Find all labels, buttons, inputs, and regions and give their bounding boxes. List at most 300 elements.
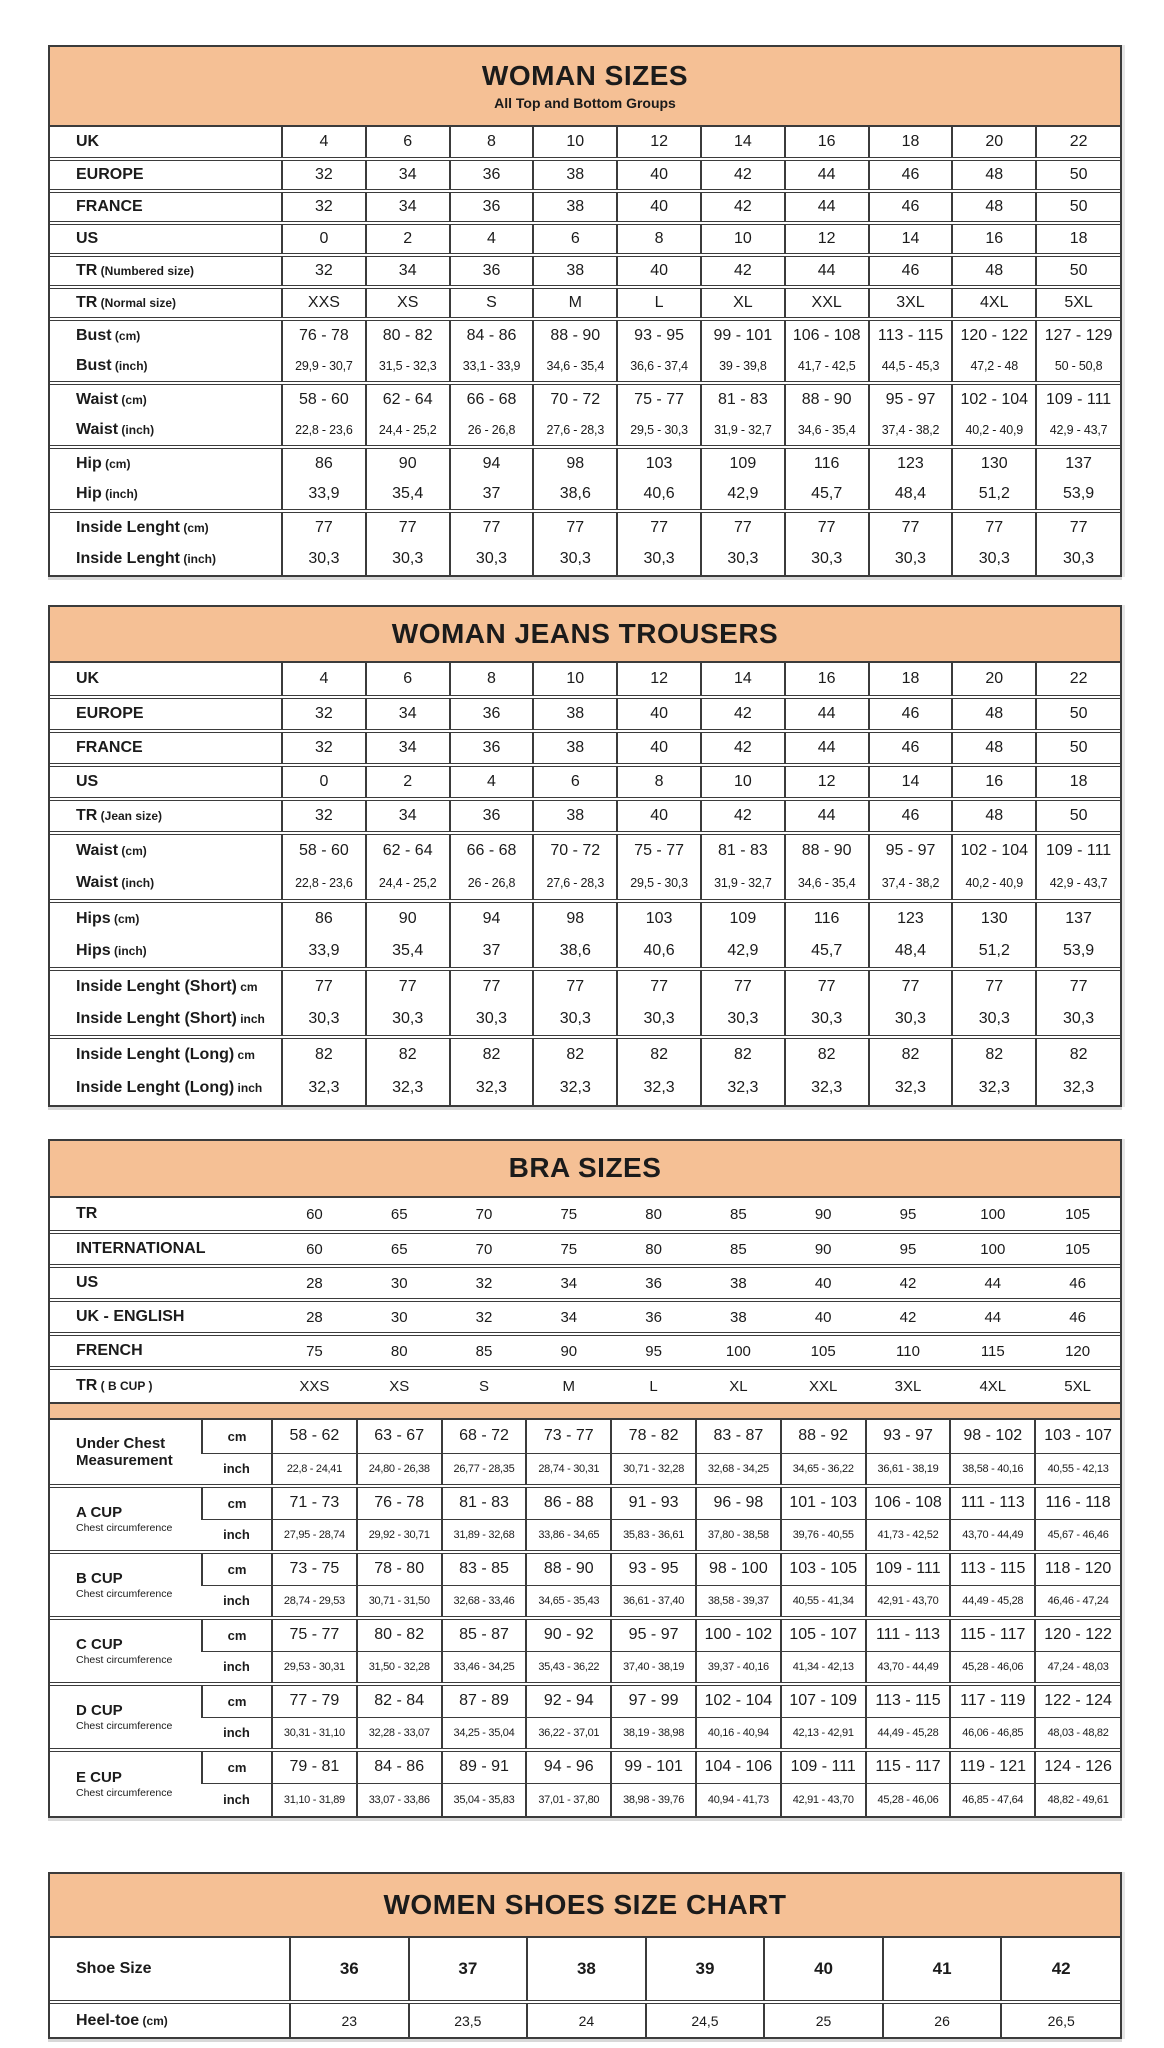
row-label: FRANCE — [50, 731, 282, 765]
cell-value: 48 — [952, 697, 1036, 731]
cell-value: 91 - 93 — [611, 1486, 696, 1519]
cell-value: 46 — [869, 159, 953, 191]
cell-value: 65 — [390, 1205, 408, 1223]
cell-value: 37 — [450, 479, 534, 511]
bra-header — [50, 1141, 1120, 1198]
row-label: Waist (inch) — [76, 421, 155, 438]
table-row — [50, 543, 1120, 575]
cell-value: 46 — [869, 255, 953, 287]
cell-value: 81 - 83 — [701, 383, 785, 415]
cell-value: 100 — [696, 1334, 781, 1368]
cell-value: 3XL — [869, 287, 953, 319]
table-row — [50, 1486, 1120, 1519]
cell-value: 36,61 - 38,19 — [866, 1453, 951, 1486]
cell-value: 30,71 - 32,28 — [611, 1453, 696, 1486]
table-row — [50, 191, 1120, 223]
cell-value: 30,3 — [701, 543, 785, 575]
row-label: UK — [76, 133, 100, 150]
cell-value: 41,34 - 42,13 — [781, 1651, 866, 1684]
cell-value: 30,31 - 31,10 — [272, 1717, 357, 1750]
cell-value: 77 — [450, 511, 534, 543]
table-row — [50, 1003, 1120, 1037]
cell-value: 130 — [952, 447, 1036, 479]
cell-value: 31,89 - 32,68 — [442, 1519, 527, 1552]
cell-value: 36 — [611, 1266, 696, 1300]
cell-value: 109 - 111 — [1036, 383, 1120, 415]
row-label: TR (Jean size) — [50, 799, 282, 833]
cell-value: 30,3 — [282, 543, 366, 575]
cell-value: 119 - 121 — [950, 1750, 1035, 1783]
cell-value: 73 - 77 — [526, 1420, 611, 1453]
row-label: Under Chest Measurement — [76, 1434, 173, 1469]
cell-value: 18 — [869, 127, 953, 159]
cell-value: 48 — [952, 799, 1036, 833]
cell-value: 95 — [899, 1205, 917, 1223]
cell-value: 97 - 99 — [611, 1684, 696, 1717]
cell-value: 77 — [785, 969, 869, 1003]
table-row — [50, 2002, 1120, 2037]
cell-value: 33,9 — [282, 479, 366, 511]
table-body-woman_sizes — [50, 127, 1120, 575]
cell-value: 44 — [785, 697, 869, 731]
row-label: Heel-toe (cm) — [50, 2002, 290, 2037]
table-row — [50, 935, 1120, 969]
cell-value: 86 — [282, 447, 366, 479]
cell-value: 77 — [282, 511, 366, 543]
cell-value: 4 — [282, 127, 366, 159]
row-label: EUROPE — [50, 159, 282, 191]
cell-value: 104 - 106 — [696, 1750, 781, 1783]
cell-value: 40,55 - 42,13 — [1035, 1453, 1120, 1486]
cell-value: 44,49 - 45,28 — [950, 1585, 1035, 1618]
cell-value: 80 — [357, 1334, 442, 1368]
bra-title: BRA SIZES — [508, 1152, 662, 1184]
table-row — [50, 1717, 1120, 1750]
cell-value: 123 — [869, 447, 953, 479]
cell-value: 46 — [1035, 1300, 1120, 1334]
cell-value: 77 — [701, 969, 785, 1003]
cell-value: 80 — [645, 1205, 662, 1223]
cell-value: 23,5 — [409, 2002, 528, 2037]
cell-value: 40 — [617, 697, 701, 731]
cell-value: 82 — [952, 1037, 1036, 1071]
cell-value: 36 — [450, 255, 534, 287]
cell-value: 44 — [950, 1266, 1035, 1300]
cell-value: 82 — [366, 1037, 450, 1071]
cell-value: 4 — [450, 223, 534, 255]
jeans-title: WOMAN JEANS TROUSERS — [391, 617, 779, 649]
cell-value: 127 - 129 — [1036, 319, 1120, 351]
cell-value: 77 - 79 — [272, 1684, 357, 1717]
cell-value: 29,53 - 30,31 — [272, 1651, 357, 1684]
cell-value: 70 — [475, 1205, 493, 1223]
cell-value: 42 — [701, 731, 785, 765]
cell-value: L — [611, 1368, 696, 1402]
cell-value: 42,91 - 43,70 — [781, 1783, 866, 1816]
cell-value: 30,3 — [785, 543, 869, 575]
cell-value: 48 — [952, 255, 1036, 287]
cell-value: 30,3 — [952, 543, 1036, 575]
cell-value: 33,46 - 34,25 — [442, 1651, 527, 1684]
shoes-header — [50, 1874, 1120, 1938]
cell-value: 33,1 - 33,9 — [450, 351, 534, 383]
cell-value: 76 - 78 — [357, 1486, 442, 1519]
row-label: TR — [76, 1205, 98, 1222]
cell-value: 105 — [1035, 1232, 1120, 1266]
cell-value: 45,7 — [785, 479, 869, 511]
unit-label: inch — [202, 1453, 272, 1486]
cell-value: 77 — [617, 511, 701, 543]
cell-value: 32,3 — [533, 1071, 617, 1105]
cell-value: 47,2 - 48 — [952, 351, 1036, 383]
cell-value: 90 — [526, 1334, 611, 1368]
row-label: Inside Lenght (inch) — [76, 550, 216, 567]
cell-value: 30,3 — [450, 1003, 534, 1037]
cell-value: 29,92 - 30,71 — [357, 1519, 442, 1552]
cell-value: 85 — [696, 1232, 781, 1266]
cell-value: 77 — [785, 511, 869, 543]
table-row — [50, 255, 1120, 287]
cell-value: 77 — [952, 969, 1036, 1003]
bra-divider-strip — [50, 1402, 1120, 1420]
cell-value: 32,3 — [450, 1071, 534, 1105]
cell-value: 130 — [952, 901, 1036, 935]
cell-value: 58 - 60 — [282, 833, 366, 867]
cell-value: 10 — [701, 223, 785, 255]
row-label: EUROPE — [50, 697, 282, 731]
woman-sizes-header — [50, 47, 1120, 127]
cell-value: 87 - 89 — [442, 1684, 527, 1717]
cell-value: 76 - 78 — [282, 319, 366, 351]
cell-value: 18 — [869, 663, 953, 697]
cell-value: 94 — [450, 901, 534, 935]
table-row — [50, 1938, 1120, 2002]
cell-value: 41,73 - 42,52 — [866, 1519, 951, 1552]
table-row — [50, 511, 1120, 543]
cell-value: L — [617, 287, 701, 319]
table-row — [50, 1232, 1120, 1266]
cell-value: 35,4 — [366, 479, 450, 511]
cell-value: 23 — [290, 2002, 409, 2037]
row-label: Inside Lenght (Long) cm — [50, 1037, 282, 1071]
cell-value: 99 - 101 — [701, 319, 785, 351]
cell-value: 43,70 - 44,49 — [950, 1519, 1035, 1552]
cell-value: 6 — [533, 223, 617, 255]
cell-value: 77 — [282, 969, 366, 1003]
cell-value: 47,24 - 48,03 — [1035, 1651, 1120, 1684]
cell-value: 26,77 - 28,35 — [442, 1453, 527, 1486]
cell-value: 31,50 - 32,28 — [357, 1651, 442, 1684]
cell-value: 34 — [526, 1266, 611, 1300]
cell-value: 6 — [366, 663, 450, 697]
cell-value: 98 — [533, 447, 617, 479]
cell-value: 36 — [450, 159, 534, 191]
row-label: TR (Numbered size) — [50, 255, 282, 287]
row-label: Hips (inch) — [76, 942, 147, 959]
cell-value: 36 — [450, 731, 534, 765]
cell-value: 103 - 105 — [781, 1552, 866, 1585]
table-row — [50, 731, 1120, 765]
cell-value: 30,3 — [869, 1003, 953, 1037]
cell-value: 2 — [366, 765, 450, 799]
cell-value: 115 — [950, 1334, 1035, 1368]
cell-value: 120 - 122 — [952, 319, 1036, 351]
cell-value: 102 - 104 — [952, 383, 1036, 415]
cell-value: 93 - 97 — [866, 1420, 951, 1453]
cell-value: XL — [696, 1368, 781, 1402]
cell-value: 77 — [1036, 511, 1120, 543]
row-label: Waist (cm) — [50, 383, 282, 415]
row-label: Waist (cm) — [50, 833, 282, 867]
cell-value: 4XL — [950, 1368, 1035, 1402]
cell-value: 32,3 — [617, 1071, 701, 1105]
cell-value: 12 — [617, 127, 701, 159]
table-row — [50, 663, 1120, 697]
cell-value: 86 — [282, 901, 366, 935]
cell-value: 93 - 95 — [611, 1552, 696, 1585]
row-label: Bust (cm) — [50, 319, 282, 351]
cell-value: 30,3 — [1036, 1003, 1120, 1037]
cell-value: 40 — [781, 1300, 866, 1334]
cell-value: 34,65 - 36,22 — [781, 1453, 866, 1486]
cell-value: 40,2 - 40,9 — [952, 415, 1036, 447]
table-row — [50, 697, 1120, 731]
unit-label: inch — [202, 1519, 272, 1552]
table-row — [50, 351, 1120, 383]
cell-value: 82 — [869, 1037, 953, 1071]
cell-value: 77 — [617, 969, 701, 1003]
cell-value: 58 - 62 — [272, 1420, 357, 1453]
cell-value: 89 - 91 — [442, 1750, 527, 1783]
cell-value: 96 - 98 — [696, 1486, 781, 1519]
cell-value: 45,7 — [785, 935, 869, 969]
cell-value: 5XL — [1035, 1368, 1120, 1402]
cell-value: 38,19 - 38,98 — [611, 1717, 696, 1750]
shoes-title: WOMEN SHOES SIZE CHART — [383, 1888, 787, 1920]
cell-value: 42 — [701, 255, 785, 287]
cell-value: 32 — [282, 697, 366, 731]
cell-value: 90 — [366, 901, 450, 935]
cell-value: 30,3 — [952, 1003, 1036, 1037]
cell-value: 32,3 — [785, 1071, 869, 1105]
cell-value: 34 — [366, 191, 450, 223]
cell-value: 105 — [1065, 1205, 1091, 1223]
cell-value: 75 - 77 — [617, 833, 701, 867]
cell-value: 31,10 - 31,89 — [272, 1783, 357, 1816]
row-label: A CUP Chest circumference — [50, 1486, 202, 1552]
cell-value: 90 — [781, 1232, 866, 1266]
cell-value: 109 — [701, 901, 785, 935]
cell-value: M — [526, 1368, 611, 1402]
cell-value: 105 - 107 — [781, 1618, 866, 1651]
cell-value: 34 — [366, 799, 450, 833]
cell-value: 38 — [527, 1938, 646, 2002]
cell-value: 31,9 - 32,7 — [701, 415, 785, 447]
cell-value: 34 — [366, 255, 450, 287]
table-row — [50, 1368, 1120, 1402]
cell-value: 99 - 101 — [611, 1750, 696, 1783]
cell-value: 35,4 — [366, 935, 450, 969]
cell-value: 77 — [1036, 969, 1120, 1003]
cell-value: 42 — [866, 1300, 951, 1334]
cell-value: 34 — [366, 159, 450, 191]
jeans-header — [50, 607, 1120, 663]
cell-value: 70 — [442, 1232, 527, 1266]
row-label: US — [50, 765, 282, 799]
bra-table — [48, 1139, 1122, 1818]
cell-value: 44 — [785, 159, 869, 191]
table-row — [50, 479, 1120, 511]
cell-value: 35,83 - 36,61 — [611, 1519, 696, 1552]
table-row — [50, 1618, 1120, 1651]
cell-value: 95 — [611, 1334, 696, 1368]
cell-value: 36,6 - 37,4 — [617, 351, 701, 383]
row-label: UK — [76, 670, 100, 687]
row-label: B CUP Chest circumference — [50, 1552, 202, 1618]
cell-value: 100 — [980, 1205, 1006, 1223]
cell-value: 29,5 - 30,3 — [617, 415, 701, 447]
cell-value: 40 — [617, 799, 701, 833]
cell-value: 31,9 - 32,7 — [701, 867, 785, 901]
cell-value: 16 — [785, 127, 869, 159]
cell-value: 70 - 72 — [533, 383, 617, 415]
cell-value: 28,74 - 29,53 — [272, 1585, 357, 1618]
cell-value: 101 - 103 — [781, 1486, 866, 1519]
cell-value: 14 — [869, 765, 953, 799]
cell-value: 4XL — [952, 287, 1036, 319]
cell-value: 39 - 39,8 — [701, 351, 785, 383]
cell-value: 66 - 68 — [450, 383, 534, 415]
cell-value: 116 — [785, 447, 869, 479]
cell-value: 40,16 - 40,94 — [696, 1717, 781, 1750]
cell-value: 37,4 - 38,2 — [869, 415, 953, 447]
cell-value: 37,01 - 37,80 — [526, 1783, 611, 1816]
table-row — [50, 319, 1120, 351]
cell-value: 40 — [617, 731, 701, 765]
cell-value: 45,28 - 46,06 — [950, 1651, 1035, 1684]
cell-value: 24,4 - 25,2 — [366, 415, 450, 447]
cell-value: 50 - 50,8 — [1036, 351, 1120, 383]
cell-value: 81 - 83 — [701, 833, 785, 867]
cell-value: 34,25 - 35,04 — [442, 1717, 527, 1750]
cell-value: 42 — [1001, 1938, 1120, 2002]
cell-value: 102 - 104 — [696, 1684, 781, 1717]
cell-value: 45,67 - 46,46 — [1035, 1519, 1120, 1552]
cell-value: 32 — [282, 255, 366, 287]
cell-value: 66 - 68 — [450, 833, 534, 867]
cell-value: 44 — [785, 731, 869, 765]
cell-value: 31,5 - 32,3 — [366, 351, 450, 383]
cell-value: 32,3 — [869, 1071, 953, 1105]
table-row — [50, 1453, 1120, 1486]
cell-value: 8 — [450, 127, 534, 159]
cell-value: 6 — [533, 765, 617, 799]
cell-value: 32 — [282, 191, 366, 223]
cell-value: 82 — [701, 1037, 785, 1071]
cell-value: 77 — [701, 511, 785, 543]
table-body-shoes — [50, 1938, 1120, 2037]
cell-value: 88 - 90 — [785, 383, 869, 415]
cell-value: 70 - 72 — [533, 833, 617, 867]
table-row — [50, 1420, 1120, 1453]
table-row — [50, 383, 1120, 415]
cell-value: 35,43 - 36,22 — [526, 1651, 611, 1684]
cell-value: 105 — [781, 1334, 866, 1368]
cell-value: 40 — [781, 1266, 866, 1300]
cell-value: 22,8 - 23,6 — [282, 867, 366, 901]
cell-value: 63 - 67 — [357, 1420, 442, 1453]
cell-value: 92 - 94 — [526, 1684, 611, 1717]
cell-value: 48,4 — [869, 479, 953, 511]
cell-value: 32,3 — [701, 1071, 785, 1105]
cell-value: 40,6 — [617, 935, 701, 969]
cell-value: 113 - 115 — [866, 1684, 951, 1717]
cell-value: 8 — [450, 663, 534, 697]
cell-value: 88 - 90 — [533, 319, 617, 351]
unit-label: cm — [202, 1552, 272, 1585]
cell-value: 22 — [1036, 127, 1120, 159]
cell-value: 90 — [366, 447, 450, 479]
cell-value: 80 - 82 — [357, 1618, 442, 1651]
cell-value: 111 - 113 — [950, 1486, 1035, 1519]
cell-value: 106 - 108 — [785, 319, 869, 351]
cell-value: 22,8 - 24,41 — [272, 1453, 357, 1486]
cell-value: 90 — [814, 1205, 832, 1223]
cell-value: 37,40 - 38,19 — [611, 1651, 696, 1684]
cell-value: 106 - 108 — [866, 1486, 951, 1519]
cell-value: 32,3 — [366, 1071, 450, 1105]
cell-value: XXL — [785, 287, 869, 319]
cell-value: 33,07 - 33,86 — [357, 1783, 442, 1816]
cell-value: 44 — [785, 799, 869, 833]
shoes-table — [48, 1872, 1122, 2039]
cell-value: 94 - 96 — [526, 1750, 611, 1783]
cell-value: 88 - 90 — [785, 833, 869, 867]
cell-value: 83 - 87 — [696, 1420, 781, 1453]
cell-value: 46 — [869, 731, 953, 765]
cell-value: 30,3 — [450, 543, 534, 575]
row-label: TR ( B CUP ) — [50, 1368, 272, 1402]
cell-value: 16 — [785, 663, 869, 697]
cell-value: 48 — [952, 731, 1036, 765]
cell-value: 34,6 - 35,4 — [785, 867, 869, 901]
cell-value: 27,6 - 28,3 — [533, 867, 617, 901]
cell-value: 24,5 — [646, 2002, 765, 2037]
cell-value: 78 - 82 — [611, 1420, 696, 1453]
cell-value: 109 - 111 — [1036, 833, 1120, 867]
woman-sizes-table — [48, 45, 1122, 577]
cell-value: 0 — [282, 765, 366, 799]
cell-value: 44 — [785, 191, 869, 223]
cell-value: 50 — [1036, 255, 1120, 287]
cell-value: 50 — [1036, 731, 1120, 765]
cell-value: 42,9 — [701, 935, 785, 969]
cell-value: 12 — [617, 663, 701, 697]
cell-value: 30,3 — [617, 1003, 701, 1037]
row-label: Bust (inch) — [76, 357, 148, 374]
cell-value: 93 - 95 — [617, 319, 701, 351]
cell-value: 30,3 — [366, 543, 450, 575]
row-label: US — [50, 223, 282, 255]
cell-value: 88 - 92 — [781, 1420, 866, 1453]
cell-value: 34,6 - 35,4 — [785, 415, 869, 447]
cell-value: 30,3 — [1036, 543, 1120, 575]
cell-value: 80 — [611, 1232, 696, 1266]
cell-value: 4 — [450, 765, 534, 799]
table-row — [50, 1300, 1120, 1334]
row-label: Hip (inch) — [76, 485, 138, 502]
cell-value: XS — [357, 1368, 442, 1402]
